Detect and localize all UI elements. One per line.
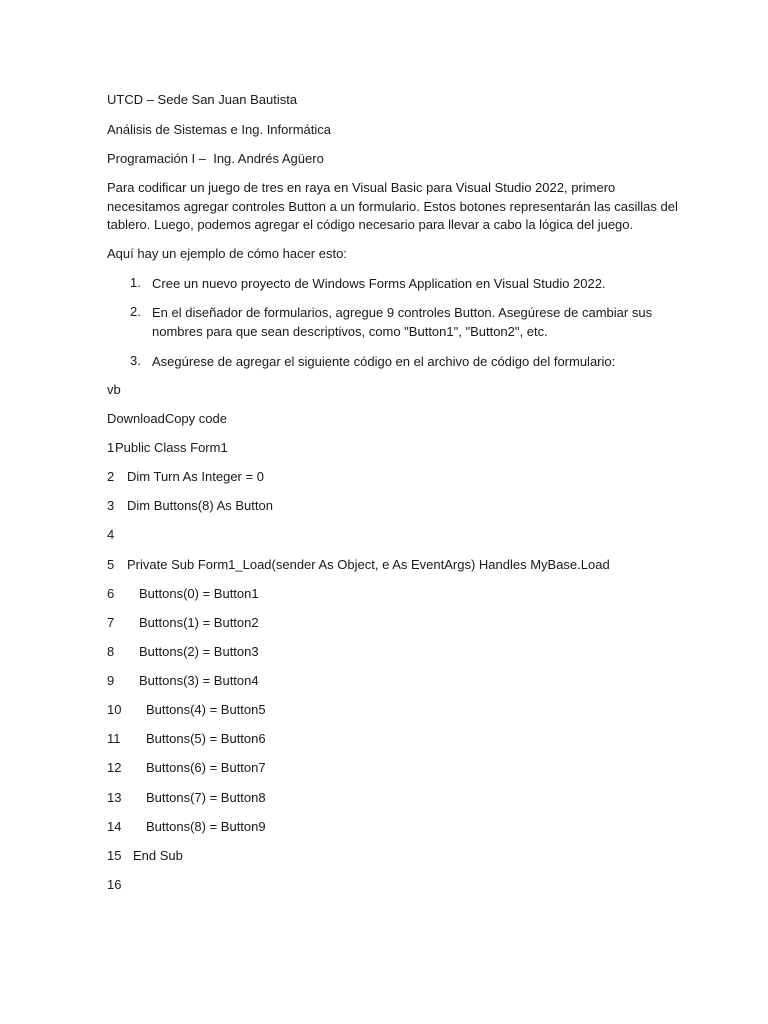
code-line-number: 12	[107, 760, 122, 775]
step-line: Asegúrese de agregar el siguiente código en el archivo de código del formulario:	[152, 354, 616, 369]
intro-paragraph	[107, 179, 678, 235]
code-line-text: Dim Turn As Integer = 0	[127, 469, 264, 484]
step-number: 1.	[130, 275, 141, 290]
code-line-text: Buttons(7) = Button8	[146, 790, 266, 805]
code-line-number: 3	[107, 498, 115, 513]
code-line-number: 6	[107, 586, 115, 601]
step-line: Cree un nuevo proyecto de Windows Forms Application en Visual Studio 2022.	[152, 276, 606, 291]
code-line-number: 2	[107, 469, 115, 484]
code-line-number: 5	[107, 557, 115, 572]
code-line-number: 7	[107, 615, 115, 630]
code-line-text: Buttons(5) = Button6	[146, 731, 266, 746]
code-line-number: 14	[107, 819, 122, 834]
code-line-text: Buttons(8) = Button9	[146, 819, 266, 834]
step-text	[152, 303, 672, 341]
intro-line: tablero. Luego, podemos agregar el código necesario para llevar a cabo la lógica del juego.	[107, 217, 634, 232]
code-line-text: Dim Buttons(8) As Button	[127, 498, 273, 513]
step-number: 3.	[130, 353, 141, 368]
code-line-text: Private Sub Form1_Load(sender As Object, e As EventArgs) Handles MyBase.Load	[127, 557, 610, 572]
code-line-number: 13	[107, 790, 122, 805]
step-number: 2.	[130, 304, 141, 319]
intro-line: necesitamos agregar controles Button a un formulario. Estos botones representarán las casillas del	[107, 198, 678, 214]
step-line: En el diseñador de formularios, agregue 9 controles Button. Asegúrese de cambiar sus	[152, 305, 653, 320]
code-line-number: 4	[107, 527, 115, 542]
code-line-number: 9	[107, 673, 115, 688]
code-line-text: Public Class Form1	[115, 440, 228, 455]
code-line-text: Buttons(6) = Button7	[146, 760, 266, 775]
code-line-text: Buttons(2) = Button3	[139, 644, 259, 659]
code-line-text: Buttons(1) = Button2	[139, 615, 259, 630]
code-language-label: vb	[107, 382, 121, 397]
code-toolbar-text: DownloadCopy code	[107, 411, 227, 426]
step-text	[152, 274, 672, 293]
code-line-number: 8	[107, 644, 115, 659]
header-program: Análisis de Sistemas e Ing. Informática	[107, 122, 331, 137]
code-line-text: End Sub	[133, 848, 183, 863]
code-line-number: 10	[107, 702, 122, 717]
code-line-number: 15	[107, 848, 122, 863]
code-line-text: Buttons(0) = Button1	[139, 586, 259, 601]
code-line-number: 16	[107, 877, 122, 892]
code-line-text: Buttons(4) = Button5	[146, 702, 266, 717]
intro-line: Para codificar un juego de tres en raya en Visual Basic para Visual Studio 2022, primero	[107, 180, 616, 195]
example-intro: Aquí hay un ejemplo de cómo hacer esto:	[107, 246, 347, 261]
header-institution: UTCD – Sede San Juan Bautista	[107, 92, 298, 107]
step-text	[152, 352, 672, 371]
code-line-text: Buttons(3) = Button4	[139, 673, 259, 688]
code-line-number: 1	[107, 440, 115, 455]
code-line-number: 11	[107, 731, 121, 746]
step-line: nombres para que sean descriptivos, como "Button1", "Button2", etc.	[152, 324, 548, 339]
header-course: Programación I – Ing. Andrés Agüero	[107, 151, 324, 166]
